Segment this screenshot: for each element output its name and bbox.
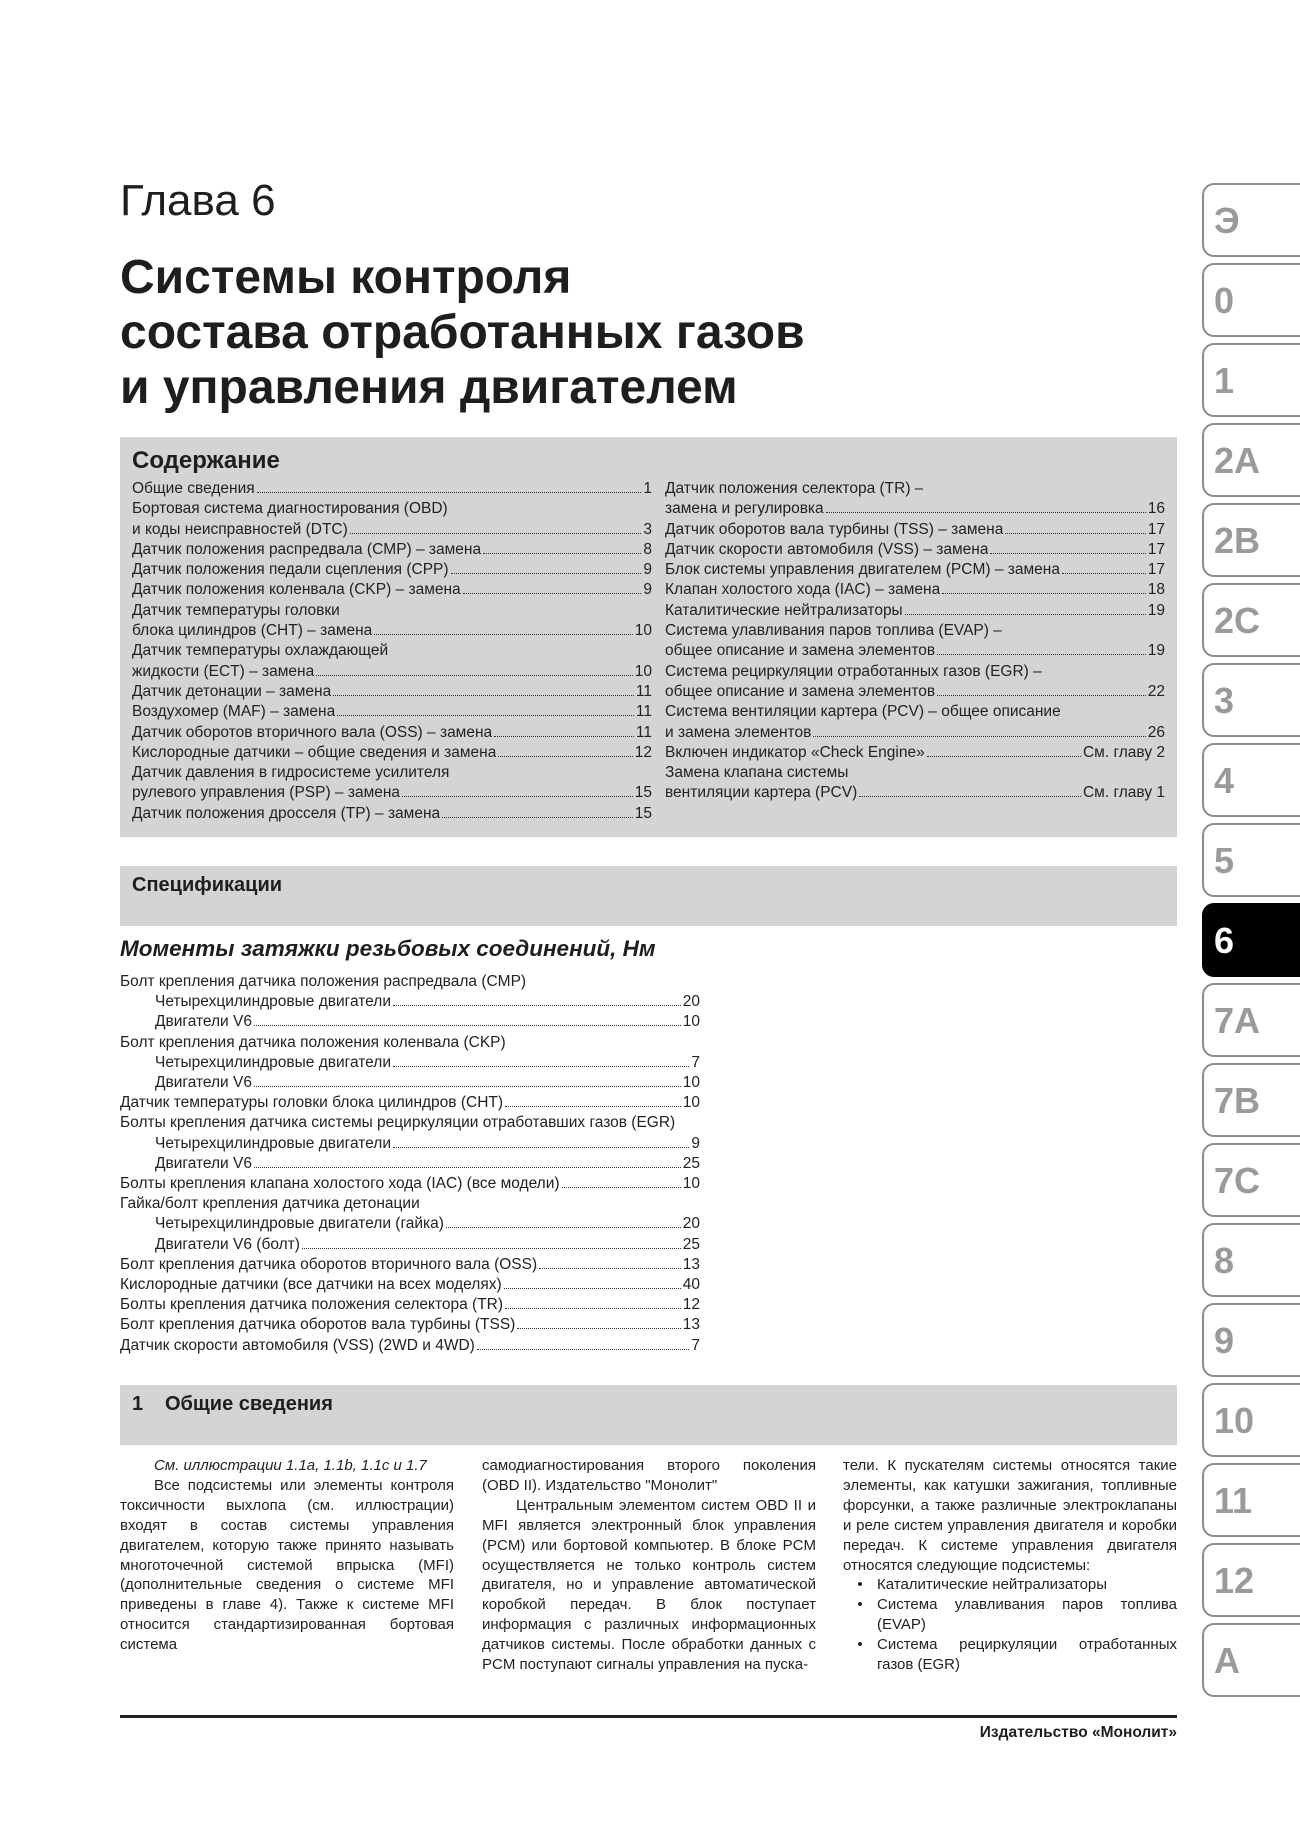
footer-divider [120, 1715, 1177, 1718]
toc-entry[interactable] [665, 743, 1165, 763]
chapter-tab-label: 7C [1214, 1160, 1261, 1201]
table-of-contents [120, 437, 1177, 837]
list-item [843, 1595, 1177, 1635]
dot-leader [937, 654, 1146, 655]
chapter-title-line: состава отработанных газов [120, 306, 805, 359]
toc-entry-title: Клапан холостого хода (IAC) – замена [665, 581, 941, 599]
chapter-tab-э[interactable] [1202, 183, 1300, 257]
toc-entry[interactable] [665, 763, 1165, 783]
torque-value: 12 [682, 1296, 700, 1314]
body-paragraph: самодиагностирования второго поколения (OBD II). Издательство "Монолит" [482, 1457, 816, 1494]
bullet-icon: • [857, 1576, 863, 1594]
torque-row [120, 1315, 700, 1335]
dot-leader [477, 1349, 690, 1350]
torque-item: Четырехцилиндровые двигатели (гайка) [155, 1215, 444, 1233]
toc-left-column [132, 479, 652, 824]
toc-entry-page: 22 [1147, 682, 1165, 700]
dot-leader [316, 675, 633, 676]
torque-value: 10 [682, 1094, 700, 1112]
torque-row [120, 1154, 700, 1174]
chapter-tab-label: A [1214, 1640, 1240, 1681]
toc-entry-page: 10 [634, 622, 652, 640]
toc-entry-title: Датчик оборотов вторичного вала (OSS) – замена [132, 723, 493, 741]
toc-entry-title: и коды неисправностей (DTC) [132, 520, 348, 538]
toc-entry-title: жидкости (ECT) – замена [132, 662, 315, 680]
toc-entry-page: 8 [643, 540, 652, 558]
dot-leader [333, 695, 634, 696]
toc-entry-title: Каталитические нейтрализаторы [665, 601, 903, 619]
dot-leader [302, 1248, 681, 1249]
dot-leader [539, 1268, 681, 1269]
chapter-tab-label: 7A [1214, 1000, 1261, 1041]
dot-leader [504, 1288, 681, 1289]
toc-entry[interactable] [665, 479, 1165, 499]
torque-row [120, 1113, 700, 1133]
toc-entry-page: 12 [634, 743, 652, 761]
chapter-title-line: и управления двигателем [120, 361, 738, 414]
dot-leader [254, 1086, 681, 1087]
bullet-icon: • [857, 1596, 863, 1614]
dot-leader [393, 1147, 689, 1148]
toc-entry-title: Система рециркуляции отработанных газов (EGR) – [665, 662, 1042, 680]
list-item-text: Система улавливания паров топлива (EVAP) [877, 1596, 1177, 1634]
chapter-tab-6[interactable] [1202, 903, 1300, 977]
dot-leader [562, 1187, 681, 1188]
toc-entry[interactable] [132, 601, 652, 621]
list-item-text: Система рециркуляции отработанных газов (EGR) [877, 1636, 1177, 1674]
chapter-tab-label: 11 [1214, 1480, 1253, 1521]
toc-entry-title: Кислородные датчики – общие сведения и замена [132, 743, 497, 761]
toc-entry-page: 18 [1147, 581, 1165, 599]
chapter-tab-label: 0 [1214, 280, 1235, 321]
publisher-footer: Издательство «Монолит» [979, 1724, 1177, 1741]
toc-entry-title: общее описание и замена элементов [665, 642, 936, 660]
toc-entry-title: Блок системы управления двигателем (PCM) – замена [665, 561, 1060, 579]
torque-row [120, 1235, 700, 1255]
toc-entry[interactable] [665, 540, 1165, 560]
toc-entry[interactable] [665, 499, 1165, 519]
toc-entry[interactable] [132, 540, 652, 560]
dot-leader [350, 533, 642, 534]
dot-leader [337, 715, 634, 716]
dot-leader [826, 512, 1146, 513]
toc-entry-title: Датчик положения селектора (TR) – [665, 480, 924, 497]
chapter-tab-label: 2B [1214, 520, 1261, 561]
toc-entry-page: 26 [1147, 723, 1165, 741]
dot-leader [402, 796, 633, 797]
toc-entry-title: Датчик положения педали сцепления (CPP) [132, 561, 449, 579]
torque-item: Четырехцилиндровые двигатели [155, 993, 391, 1011]
chapter-tab-1[interactable] [1202, 343, 1300, 417]
toc-entry[interactable] [132, 662, 652, 682]
chapter-tab-label: 8 [1214, 1240, 1235, 1281]
toc-entry[interactable] [132, 763, 652, 783]
toc-entry-page: 17 [1147, 540, 1165, 558]
toc-entry-title: и замена элементов [665, 723, 812, 741]
torque-value: 10 [682, 1074, 700, 1092]
toc-entry[interactable] [665, 601, 1165, 621]
dot-leader [254, 1025, 681, 1026]
chapter-tab-7c[interactable] [1202, 1143, 1300, 1217]
body-paragraph: Центральным элементом систем OBD II и MFI является электронный блок управления (PCM) или бортовой компьютер. В блоке PCM осуществляется не только контроль систем двигателя, но и управление автоматической коробкой передач. В блок поступает информация с различных информационных датчиков системы. После обработки данных с PCM поступают сигналы управления на пуска- [482, 1496, 816, 1674]
toc-entry[interactable] [665, 560, 1165, 580]
torque-row [120, 1073, 700, 1093]
dot-leader [393, 1005, 681, 1006]
torque-table [120, 972, 700, 1356]
toc-entry-title: Включен индикатор «Check Engine» [665, 743, 925, 761]
torque-item: Болты крепления датчика положения селектора (TR) [120, 1296, 504, 1314]
body-column-3 [843, 1456, 1177, 1675]
dot-leader [813, 736, 1145, 737]
toc-entry[interactable] [665, 723, 1165, 743]
toc-entry[interactable] [132, 641, 652, 661]
specs-section-bar [120, 866, 1177, 926]
dot-leader [463, 593, 642, 594]
toc-entry[interactable] [132, 520, 652, 540]
toc-entry-page: 10 [634, 662, 652, 680]
toc-entry-title: Замена клапана системы [665, 764, 849, 782]
toc-entry-page: 11 [635, 723, 652, 741]
torque-value: 7 [691, 1053, 700, 1071]
toc-entry[interactable] [132, 783, 652, 803]
dot-leader [1062, 573, 1146, 574]
toc-entry-page: 15 [634, 784, 652, 802]
chapter-tab-label: 12 [1214, 1560, 1255, 1601]
chapter-tab-8[interactable] [1202, 1223, 1300, 1297]
section-heading: Общие сведения [165, 1393, 333, 1415]
torque-item: Болт крепления датчика положения коленвала (CKP) [120, 1033, 506, 1051]
torque-value: 9 [691, 1134, 700, 1152]
list-item [843, 1575, 1177, 1595]
chapter-tab-label: 3 [1214, 680, 1235, 721]
chapter-tab-4[interactable] [1202, 743, 1300, 817]
general-section-bar [120, 1385, 1177, 1445]
toc-entry-title: Датчик детонации – замена [132, 682, 332, 700]
torque-table-title: Моменты затяжки резьбовых соединений, Нм [120, 936, 656, 961]
torque-value: 13 [682, 1316, 700, 1334]
dot-leader [257, 492, 642, 493]
toc-entry[interactable] [132, 479, 652, 499]
toc-entry-title: Система улавливания паров топлива (EVAP) – [665, 622, 1002, 640]
torque-row [120, 1255, 700, 1275]
toc-entry[interactable] [132, 702, 652, 722]
torque-value: 40 [682, 1276, 700, 1294]
torque-item: Четырехцилиндровые двигатели [155, 1134, 391, 1152]
torque-value: 20 [682, 993, 700, 1011]
dot-leader [446, 1227, 681, 1228]
specs-heading: Спецификации [132, 874, 283, 896]
chapter-tab-2b[interactable] [1202, 503, 1300, 577]
torque-row [120, 1275, 700, 1295]
chapter-label: Глава 6 [120, 176, 276, 225]
chapter-tab-2a[interactable] [1202, 423, 1300, 497]
dot-leader [451, 573, 642, 574]
chapter-tab-label: 5 [1214, 840, 1235, 881]
chapter-tab-label: 6 [1214, 920, 1235, 961]
toc-entry-title: замена и регулировка [665, 500, 824, 518]
chapter-tab-label: 9 [1214, 1320, 1235, 1361]
torque-item: Четырехцилиндровые двигатели [155, 1053, 391, 1071]
section-number: 1 [132, 1393, 144, 1415]
toc-entry[interactable] [132, 560, 652, 580]
torque-item: Двигатели V6 [155, 1074, 252, 1092]
chapter-tab-5[interactable] [1202, 823, 1300, 897]
torque-row [120, 972, 700, 992]
toc-entry-page: 9 [643, 561, 652, 579]
list-item [843, 1635, 1177, 1675]
body-paragraph: Все подсистемы или элементы контроля токсичности выхлопа (см. иллюстрации) входят в состав системы управления двигателем, которую также принято называть многоточечной системой впрыска (MFI) (дополнительные сведения о системе MFI приведены в главе 4). Также к системе MFI относится стандартизированная бортовая система [120, 1476, 454, 1654]
toc-entry[interactable] [665, 702, 1165, 722]
toc-entry-page: 3 [643, 520, 652, 538]
dot-leader [254, 1167, 681, 1168]
toc-entry-title: Датчик температуры головки [132, 601, 340, 619]
chapter-tab-label: 10 [1214, 1400, 1255, 1441]
torque-value: 10 [682, 1013, 700, 1031]
dot-leader [393, 1066, 689, 1067]
chapter-title [120, 250, 1020, 415]
torque-row [120, 1012, 700, 1032]
chapter-title-line: Системы контроля [120, 251, 572, 304]
chapter-tabs [1202, 183, 1300, 1703]
chapter-tab-2c[interactable] [1202, 583, 1300, 657]
toc-entry[interactable] [132, 804, 652, 824]
toc-entry-title: Датчик положения коленвала (CKP) – замена [132, 581, 461, 599]
toc-entry[interactable] [665, 783, 1165, 803]
dot-leader [505, 1308, 681, 1309]
chapter-tab-7b[interactable] [1202, 1063, 1300, 1137]
torque-row [120, 1033, 700, 1053]
toc-entry-title: Датчик положения дросселя (TP) – замена [132, 804, 441, 822]
dot-leader [483, 553, 641, 554]
toc-entry[interactable] [665, 520, 1165, 540]
toc-heading: Содержание [132, 447, 280, 474]
chapter-tab-7a[interactable] [1202, 983, 1300, 1057]
dot-leader [905, 614, 1146, 615]
toc-entry-title: Датчик давления в гидросистеме усилителя [132, 764, 450, 782]
body-column-2 [482, 1456, 816, 1675]
dot-leader [442, 817, 633, 818]
toc-entry[interactable] [665, 580, 1165, 600]
torque-row [120, 1194, 700, 1214]
chapter-tab-0[interactable] [1202, 263, 1300, 337]
toc-entry-page: 16 [1147, 500, 1165, 518]
dot-leader [505, 1106, 681, 1107]
toc-entry-title: Воздухомер (MAF) – замена [132, 703, 336, 721]
torque-item: Двигатели V6 (болт) [155, 1235, 300, 1253]
torque-value: 7 [691, 1336, 700, 1354]
toc-entry-title: Датчик оборотов вала турбины (TSS) – замена [665, 520, 1004, 538]
dot-leader [937, 695, 1146, 696]
torque-value: 10 [682, 1175, 700, 1193]
dot-leader [1005, 533, 1145, 534]
torque-item: Болт крепления датчика оборотов вторичного вала (OSS) [120, 1255, 538, 1273]
torque-item: Болт крепления датчика оборотов вала турбины (TSS) [120, 1316, 516, 1334]
toc-entry-title: блока цилиндров (CHT) – замена [132, 622, 373, 640]
dot-leader [494, 736, 634, 737]
chapter-tab-label: Э [1214, 200, 1240, 241]
torque-row [120, 992, 700, 1012]
torque-item: Болт крепления датчика положения распредвала (CMP) [120, 973, 527, 990]
chapter-tab-label: 2A [1214, 440, 1261, 481]
torque-row [120, 1214, 700, 1234]
chapter-tab-label: 4 [1214, 760, 1235, 801]
chapter-tab-12[interactable] [1202, 1543, 1300, 1617]
toc-entry-page: 11 [635, 682, 652, 700]
chapter-tab-3[interactable] [1202, 663, 1300, 737]
chapter-tab-label: 1 [1214, 360, 1235, 401]
toc-entry-title: общее описание и замена элементов [665, 682, 936, 700]
torque-item: Кислородные датчики (все датчики на всех моделях) [120, 1276, 502, 1294]
dot-leader [498, 756, 632, 757]
toc-right-column [665, 479, 1165, 804]
toc-entry-page: 19 [1147, 642, 1165, 660]
dot-leader [859, 796, 1081, 797]
dot-leader [374, 634, 632, 635]
torque-item: Двигатели V6 [155, 1013, 252, 1031]
toc-entry-title: Бортовая система диагностирования (OBD) [132, 500, 448, 518]
toc-entry-page: 17 [1147, 520, 1165, 538]
torque-value: 20 [682, 1215, 700, 1233]
toc-entry[interactable] [132, 621, 652, 641]
torque-item: Датчик температуры головки блока цилиндров (CHT) [120, 1094, 504, 1112]
dot-leader [990, 553, 1145, 554]
toc-entry-title: Общие сведения [132, 480, 255, 497]
torque-value: 13 [682, 1255, 700, 1273]
toc-entry-title: Система вентиляции картера (PCV) – общее описание [665, 703, 1061, 721]
toc-entry[interactable] [132, 723, 652, 743]
illustration-reference: См. иллюстрации 1.1a, 1.1b, 1.1c и 1.7 [154, 1457, 427, 1474]
toc-entry[interactable] [665, 641, 1165, 661]
torque-item: Гайка/болт крепления датчика детонации [120, 1195, 420, 1213]
torque-item: Болты крепления датчика системы рециркуляции отработавших газов (EGR) [120, 1114, 676, 1132]
toc-entry-page: 11 [635, 703, 652, 721]
toc-entry-page: См. главу 1 [1082, 784, 1165, 802]
toc-entry[interactable] [132, 682, 652, 702]
bullet-icon: • [857, 1636, 863, 1654]
dot-leader [517, 1328, 680, 1329]
torque-item: Двигатели V6 [155, 1154, 252, 1172]
torque-row [120, 1336, 700, 1356]
body-column-1 [120, 1456, 454, 1655]
dot-leader [942, 593, 1146, 594]
torque-row [120, 1295, 700, 1315]
toc-entry[interactable] [132, 743, 652, 763]
toc-entry-page: 15 [634, 804, 652, 822]
toc-entry-page: См. главу 2 [1082, 743, 1165, 761]
toc-entry[interactable] [132, 580, 652, 600]
torque-value: 25 [682, 1235, 700, 1253]
toc-entry-title: рулевого управления (PSP) – замена [132, 784, 401, 802]
torque-item: Датчик скорости автомобиля (VSS) (2WD и 4WD) [120, 1336, 475, 1354]
chapter-tab-label: 2C [1214, 600, 1261, 641]
toc-entry-page: 17 [1147, 561, 1165, 579]
toc-entry-title: Датчик положения распредвала (CMP) – замена [132, 540, 482, 558]
chapter-tab-11[interactable] [1202, 1463, 1300, 1537]
chapter-tab-a[interactable] [1202, 1623, 1300, 1697]
toc-entry-page: 9 [643, 581, 652, 599]
torque-value: 25 [682, 1154, 700, 1172]
toc-entry-title: вентиляции картера (PCV) [665, 784, 858, 802]
dot-leader [927, 756, 1081, 757]
list-item-text: Каталитические нейтрализаторы [877, 1576, 1108, 1594]
torque-row [120, 1134, 700, 1154]
torque-item: Болты крепления клапана холостого хода (IAC) (все модели) [120, 1175, 560, 1193]
chapter-tab-9[interactable] [1202, 1303, 1300, 1377]
toc-entry[interactable] [665, 682, 1165, 702]
toc-entry[interactable] [665, 621, 1165, 641]
toc-entry[interactable] [665, 662, 1165, 682]
torque-row [120, 1093, 700, 1113]
toc-entry[interactable] [132, 499, 652, 519]
toc-entry-page: 19 [1147, 601, 1165, 619]
toc-entry-page: 1 [643, 480, 652, 497]
toc-entry-title: Датчик скорости автомобиля (VSS) – замена [665, 540, 989, 558]
chapter-tab-10[interactable] [1202, 1383, 1300, 1457]
chapter-tab-label: 7B [1214, 1080, 1261, 1121]
torque-row [120, 1174, 700, 1194]
toc-entry-title: Датчик температуры охлаждающей [132, 642, 389, 660]
torque-row [120, 1053, 700, 1073]
body-paragraph: тели. К пускателям системы относятся такие элементы, как катушки зажигания, топливные форсунки, а также различные электроклапаны и реле систем управления двигателя и коробки передач. К системе управления двигателя относятся следующие подсистемы: [843, 1457, 1177, 1574]
